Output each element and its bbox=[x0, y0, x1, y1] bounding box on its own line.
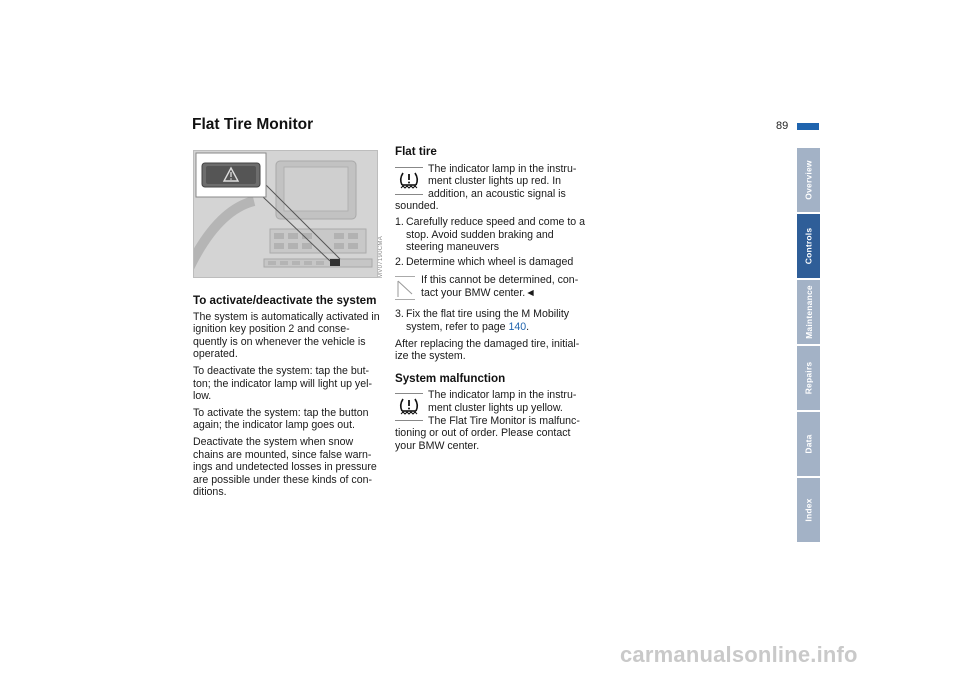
note-text: If this cannot be determined, con-tact your BMW center.◄ bbox=[421, 274, 579, 299]
malfunction-indicator-line-3: The Flat Tire Monitor is malfunc- bbox=[428, 414, 580, 427]
flat-tire-column bbox=[395, 146, 587, 452]
list-item bbox=[395, 256, 587, 269]
page-number: 89 bbox=[776, 120, 789, 132]
malfunction-indicator-continued: tioning or out of order. Please contact your BMW center. bbox=[395, 427, 571, 452]
photo-code: MV07190CMA bbox=[378, 235, 384, 278]
activation-paragraph-3: To activate the system: tap the button again; the indicator lamp goes out. bbox=[193, 406, 369, 432]
activation-paragraph-1: The system is automatically activated in ignition key position 2 and conse-quently is on whenever the vehicle is operated. bbox=[193, 310, 380, 361]
step-text-end: . bbox=[526, 320, 530, 333]
dashboard-photo bbox=[193, 150, 378, 278]
note-block bbox=[395, 274, 587, 302]
section-tabs bbox=[797, 148, 820, 544]
activation-section bbox=[193, 295, 383, 503]
flat-tire-indicator-line-3: addition, an acoustic signal is bbox=[428, 187, 566, 200]
step-number: 2. bbox=[395, 255, 404, 268]
flat-tire-indicator bbox=[395, 163, 587, 213]
flat-tire-indicator-line-2: ment cluster lights up red. In bbox=[428, 175, 562, 188]
list-item bbox=[395, 216, 587, 254]
malfunction-indicator-line-1: The indicator lamp in the instru- bbox=[428, 389, 577, 402]
dashboard-illustration bbox=[194, 151, 378, 278]
step-text: Fix the flat tire using the M Mobility system, refer to page bbox=[406, 308, 570, 333]
flat-tire-warning-icon bbox=[395, 393, 423, 421]
malfunction-indicator bbox=[395, 389, 587, 452]
flat-tire-heading: Flat tire bbox=[395, 145, 437, 158]
malfunction-indicator-line-2: ment cluster lights up yellow. bbox=[428, 401, 563, 414]
page-reference-link[interactable]: 140 bbox=[508, 320, 527, 333]
after-replacement-text: After replacing the damaged tire, initial-ize the system. bbox=[395, 337, 580, 363]
note-triangle-icon bbox=[395, 276, 415, 300]
activation-paragraph-4: Deactivate the system when snow chains are mounted, since false warn-ings and undetected losses in pressure are possible under these kinds of con-ditions. bbox=[193, 435, 377, 499]
page-marker bbox=[797, 123, 819, 130]
tab-index[interactable]: Index bbox=[797, 478, 820, 542]
tab-maintenance[interactable]: Maintenance bbox=[797, 280, 820, 344]
flat-tire-warning-icon bbox=[395, 167, 423, 195]
tab-overview[interactable]: Overview bbox=[797, 148, 820, 212]
flat-tire-steps-continued bbox=[395, 308, 587, 333]
activation-heading: To activate/deactivate the system bbox=[193, 294, 377, 307]
step-text: Carefully reduce speed and come to a stop. Avoid sudden braking and steering maneuvers bbox=[406, 215, 586, 254]
activation-paragraph-2: To deactivate the system: tap the but-ton; the indicator lamp will light up yel-low. bbox=[193, 364, 373, 403]
tab-repairs[interactable]: Repairs bbox=[797, 346, 820, 410]
step-number: 3. bbox=[395, 308, 404, 321]
flat-tire-indicator-continued: sounded. bbox=[395, 200, 439, 213]
flat-tire-indicator-line-1: The indicator lamp in the instru- bbox=[428, 162, 577, 175]
list-item bbox=[395, 308, 587, 333]
watermark: carmanualsonline.info bbox=[620, 642, 858, 667]
tab-data[interactable]: Data bbox=[797, 412, 820, 476]
page-title: Flat Tire Monitor bbox=[192, 116, 314, 133]
malfunction-heading: System malfunction bbox=[395, 371, 506, 385]
step-text: Determine which wheel is damaged bbox=[406, 255, 574, 268]
tab-controls[interactable]: Controls bbox=[797, 214, 820, 278]
step-number: 1. bbox=[395, 215, 404, 228]
flat-tire-steps bbox=[395, 216, 587, 268]
